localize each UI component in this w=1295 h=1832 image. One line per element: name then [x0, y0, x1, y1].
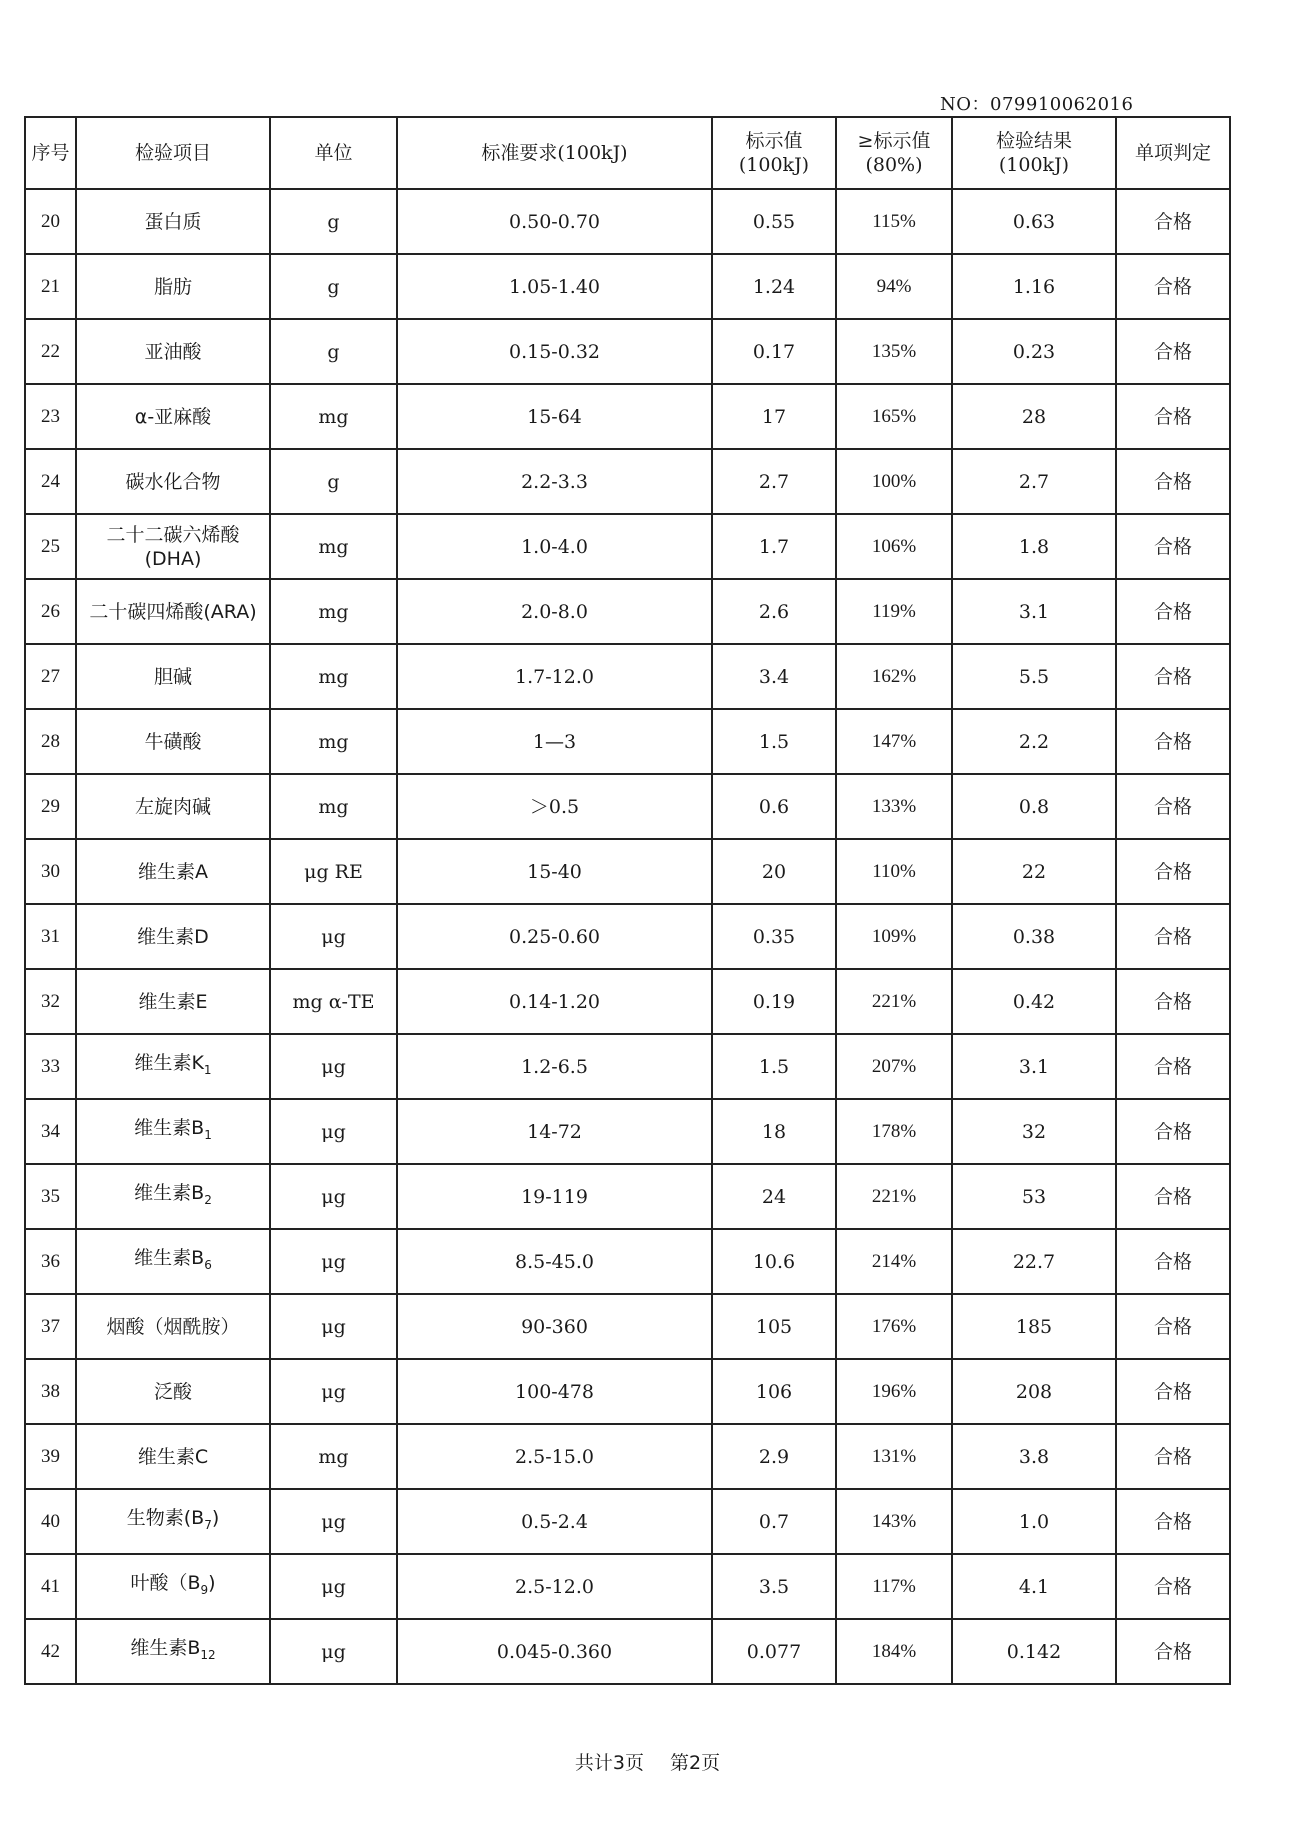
row-item-name: 维生素B	[134, 1117, 205, 1140]
row-item-subscript: 7	[204, 1517, 212, 1532]
row-result: 0.8	[952, 774, 1116, 839]
row-item	[76, 904, 270, 969]
row-item-name: 胆碱	[153, 665, 192, 688]
row-serial-no: 38	[25, 1359, 76, 1424]
header-verdict: 单项判定	[1116, 117, 1230, 189]
table-row	[25, 1424, 1230, 1489]
row-label-value: 2.7	[712, 449, 836, 514]
table-header-row	[25, 117, 1230, 189]
header-result-line1: 检验结果	[995, 130, 1072, 152]
table-row	[25, 1229, 1230, 1294]
row-item-name: 泛酸	[153, 1380, 192, 1403]
table-row	[25, 254, 1230, 319]
footer-total-pages: 共计3页	[574, 1752, 644, 1774]
row-unit: mg	[270, 1424, 397, 1489]
row-item	[76, 1619, 270, 1684]
row-result: 0.142	[952, 1619, 1116, 1684]
row-ge-label-pct: 109%	[836, 904, 952, 969]
row-standard: 1.7-12.0	[397, 644, 712, 709]
header-label-value-line2: (100kJ)	[738, 154, 810, 176]
row-result: 2.7	[952, 449, 1116, 514]
row-result: 0.23	[952, 319, 1116, 384]
row-result: 2.2	[952, 709, 1116, 774]
row-result: 0.63	[952, 189, 1116, 254]
row-standard: 15-40	[397, 839, 712, 904]
table-row	[25, 709, 1230, 774]
row-unit: μg	[270, 1034, 397, 1099]
row-verdict: 合格	[1116, 254, 1230, 319]
row-result: 185	[952, 1294, 1116, 1359]
row-standard: 0.50-0.70	[397, 189, 712, 254]
row-item-name: 维生素K	[134, 1052, 204, 1075]
row-serial-no: 35	[25, 1164, 76, 1229]
row-item-name: 左旋肉碱	[134, 795, 211, 818]
row-item-subscript: 1	[203, 1062, 212, 1077]
header-serial-no: 序号	[25, 117, 76, 189]
row-ge-label-pct: 110%	[836, 839, 952, 904]
row-verdict: 合格	[1116, 319, 1230, 384]
row-standard: 19-119	[397, 1164, 712, 1229]
row-label-value: 0.19	[712, 969, 836, 1034]
table-row	[25, 1034, 1230, 1099]
table-row	[25, 1619, 1230, 1684]
row-serial-no: 36	[25, 1229, 76, 1294]
row-item-name: 维生素E	[138, 990, 208, 1013]
row-unit: g	[270, 319, 397, 384]
table-row	[25, 644, 1230, 709]
row-item-subscript: 2	[204, 1192, 212, 1207]
row-item	[76, 1229, 270, 1294]
row-item-name: 脂肪	[153, 275, 192, 298]
row-unit: μg	[270, 1294, 397, 1359]
row-item	[76, 189, 270, 254]
row-ge-label-pct: 119%	[836, 579, 952, 644]
row-item-tail: )	[208, 1572, 216, 1595]
row-label-value: 17	[712, 384, 836, 449]
row-label-value: 1.5	[712, 1034, 836, 1099]
row-result: 1.16	[952, 254, 1116, 319]
row-ge-label-pct: 184%	[836, 1619, 952, 1684]
table-row	[25, 839, 1230, 904]
row-ge-label-pct: 165%	[836, 384, 952, 449]
table-row	[25, 1099, 1230, 1164]
row-item-name: 维生素A	[138, 860, 208, 883]
header-label-value-line1: 标示值	[745, 130, 803, 152]
row-unit: mg	[270, 579, 397, 644]
row-item	[76, 384, 270, 449]
row-result: 22.7	[952, 1229, 1116, 1294]
row-item	[76, 709, 270, 774]
row-unit: μg	[270, 1164, 397, 1229]
row-serial-no: 27	[25, 644, 76, 709]
row-item-subscript: 1	[204, 1127, 212, 1142]
row-standard: 0.045-0.360	[397, 1619, 712, 1684]
row-standard: 2.5-15.0	[397, 1424, 712, 1489]
header-ge-label-line1: ≥标示值	[857, 130, 931, 152]
row-result: 28	[952, 384, 1116, 449]
row-verdict: 合格	[1116, 1359, 1230, 1424]
table-row	[25, 774, 1230, 839]
row-standard: 0.15-0.32	[397, 319, 712, 384]
row-result: 4.1	[952, 1554, 1116, 1619]
row-serial-no: 33	[25, 1034, 76, 1099]
table-row	[25, 1489, 1230, 1554]
row-item	[76, 774, 270, 839]
row-item	[76, 254, 270, 319]
row-result: 0.42	[952, 969, 1116, 1034]
row-ge-label-pct: 100%	[836, 449, 952, 514]
row-result: 1.8	[952, 514, 1116, 579]
row-label-value: 0.17	[712, 319, 836, 384]
row-label-value: 3.5	[712, 1554, 836, 1619]
row-unit: mg	[270, 384, 397, 449]
row-item	[76, 1359, 270, 1424]
row-verdict: 合格	[1116, 1229, 1230, 1294]
row-ge-label-pct: 143%	[836, 1489, 952, 1554]
row-unit: mg	[270, 774, 397, 839]
row-ge-label-pct: 135%	[836, 319, 952, 384]
row-ge-label-pct: 131%	[836, 1424, 952, 1489]
table-row	[25, 189, 1230, 254]
row-label-value: 2.9	[712, 1424, 836, 1489]
row-standard: 100-478	[397, 1359, 712, 1424]
row-unit: μg	[270, 1489, 397, 1554]
row-serial-no: 22	[25, 319, 76, 384]
row-verdict: 合格	[1116, 579, 1230, 644]
table-row	[25, 514, 1230, 579]
row-verdict: 合格	[1116, 1099, 1230, 1164]
row-item	[76, 644, 270, 709]
row-standard: 2.5-12.0	[397, 1554, 712, 1619]
row-unit: mg α-TE	[270, 969, 397, 1034]
row-ge-label-pct: 162%	[836, 644, 952, 709]
row-verdict: 合格	[1116, 514, 1230, 579]
row-result: 3.1	[952, 1034, 1116, 1099]
row-result: 1.0	[952, 1489, 1116, 1554]
row-item-name: 维生素C	[137, 1445, 209, 1468]
row-item	[76, 514, 270, 579]
row-item-name: 维生素B	[134, 1182, 205, 1205]
row-item-name: α-亚麻酸	[134, 405, 212, 428]
row-unit: μg	[270, 1359, 397, 1424]
row-item	[76, 1294, 270, 1359]
row-item	[76, 1424, 270, 1489]
header-ge-label	[836, 117, 952, 189]
row-item	[76, 1554, 270, 1619]
row-verdict: 合格	[1116, 709, 1230, 774]
row-serial-no: 40	[25, 1489, 76, 1554]
row-standard: 1—3	[397, 709, 712, 774]
row-standard: 1.05-1.40	[397, 254, 712, 319]
row-verdict: 合格	[1116, 1034, 1230, 1099]
row-unit: μg	[270, 904, 397, 969]
row-label-value: 1.5	[712, 709, 836, 774]
row-unit: g	[270, 254, 397, 319]
row-label-value: 18	[712, 1099, 836, 1164]
header-ge-label-line2: (80%)	[865, 154, 923, 176]
row-serial-no: 42	[25, 1619, 76, 1684]
row-item	[76, 1164, 270, 1229]
row-label-value: 10.6	[712, 1229, 836, 1294]
row-item-name: 叶酸（B	[130, 1572, 201, 1595]
row-ge-label-pct: 115%	[836, 189, 952, 254]
row-label-value: 0.077	[712, 1619, 836, 1684]
row-serial-no: 29	[25, 774, 76, 839]
row-item-name: 生物素(B	[126, 1507, 205, 1530]
row-standard: 1.0-4.0	[397, 514, 712, 579]
row-serial-no: 31	[25, 904, 76, 969]
row-item-name: 维生素B	[134, 1247, 205, 1270]
row-serial-no: 23	[25, 384, 76, 449]
row-label-value: 106	[712, 1359, 836, 1424]
row-standard: 0.5-2.4	[397, 1489, 712, 1554]
row-item-name: 碳水化合物	[125, 470, 221, 493]
row-label-value: 1.7	[712, 514, 836, 579]
row-unit: μg	[270, 1099, 397, 1164]
row-result: 22	[952, 839, 1116, 904]
row-ge-label-pct: 94%	[836, 254, 952, 319]
row-result: 32	[952, 1099, 1116, 1164]
row-item	[76, 319, 270, 384]
header-label-value	[712, 117, 836, 189]
row-verdict: 合格	[1116, 384, 1230, 449]
footer-current-page: 第2页	[670, 1752, 721, 1774]
row-verdict: 合格	[1116, 189, 1230, 254]
row-standard: 2.0-8.0	[397, 579, 712, 644]
header-result	[952, 117, 1116, 189]
row-label-value: 24	[712, 1164, 836, 1229]
row-result: 3.8	[952, 1424, 1116, 1489]
row-verdict: 合格	[1116, 1164, 1230, 1229]
row-result: 208	[952, 1359, 1116, 1424]
row-unit: μg RE	[270, 839, 397, 904]
row-item-name: 二十碳四烯酸(ARA)	[89, 600, 257, 623]
row-standard: 1.2-6.5	[397, 1034, 712, 1099]
row-verdict: 合格	[1116, 839, 1230, 904]
row-unit: mg	[270, 709, 397, 774]
header-standard: 标准要求(100kJ)	[397, 117, 712, 189]
table-body	[25, 189, 1230, 1684]
row-verdict: 合格	[1116, 774, 1230, 839]
row-item	[76, 449, 270, 514]
row-label-value: 20	[712, 839, 836, 904]
row-unit: mg	[270, 644, 397, 709]
row-serial-no: 21	[25, 254, 76, 319]
row-item	[76, 1034, 270, 1099]
header-result-line2: (100kJ)	[998, 154, 1070, 176]
row-serial-no: 41	[25, 1554, 76, 1619]
table-row	[25, 1554, 1230, 1619]
row-serial-no: 24	[25, 449, 76, 514]
row-verdict: 合格	[1116, 644, 1230, 709]
row-serial-no: 37	[25, 1294, 76, 1359]
row-unit: mg	[270, 514, 397, 579]
row-item-name: 维生素D	[137, 925, 209, 948]
row-ge-label-pct: 176%	[836, 1294, 952, 1359]
row-label-value: 0.7	[712, 1489, 836, 1554]
table-row	[25, 904, 1230, 969]
row-verdict: 合格	[1116, 1294, 1230, 1359]
row-ge-label-pct: 117%	[836, 1554, 952, 1619]
table-row	[25, 1359, 1230, 1424]
row-item-name: 亚油酸	[144, 340, 202, 363]
row-unit: μg	[270, 1619, 397, 1684]
row-result: 53	[952, 1164, 1116, 1229]
header-item: 检验项目	[76, 117, 270, 189]
row-ge-label-pct: 106%	[836, 514, 952, 579]
row-standard: ＞0.5	[397, 774, 712, 839]
row-label-value: 2.6	[712, 579, 836, 644]
row-item-name-line2: (DHA)	[144, 547, 202, 570]
row-serial-no: 20	[25, 189, 76, 254]
row-standard: 14-72	[397, 1099, 712, 1164]
row-item	[76, 969, 270, 1034]
row-serial-no: 28	[25, 709, 76, 774]
row-item-subscript: 9	[200, 1582, 209, 1597]
row-item-name: 维生素B	[130, 1637, 201, 1660]
row-result: 3.1	[952, 579, 1116, 644]
row-verdict: 合格	[1116, 1619, 1230, 1684]
row-standard: 15-64	[397, 384, 712, 449]
row-ge-label-pct: 178%	[836, 1099, 952, 1164]
row-verdict: 合格	[1116, 1424, 1230, 1489]
row-standard: 2.2-3.3	[397, 449, 712, 514]
table-row	[25, 969, 1230, 1034]
row-result: 0.38	[952, 904, 1116, 969]
row-item	[76, 839, 270, 904]
row-ge-label-pct: 196%	[836, 1359, 952, 1424]
row-label-value: 3.4	[712, 644, 836, 709]
row-item	[76, 579, 270, 644]
row-item-subscript: 12	[200, 1647, 216, 1662]
table-row	[25, 1294, 1230, 1359]
row-ge-label-pct: 133%	[836, 774, 952, 839]
row-unit: g	[270, 449, 397, 514]
row-standard: 90-360	[397, 1294, 712, 1359]
page-footer	[0, 1748, 1295, 1775]
row-item-name: 蛋白质	[144, 210, 202, 233]
row-ge-label-pct: 207%	[836, 1034, 952, 1099]
row-label-value: 1.24	[712, 254, 836, 319]
row-serial-no: 32	[25, 969, 76, 1034]
table-row	[25, 579, 1230, 644]
row-label-value: 0.6	[712, 774, 836, 839]
row-item-name: 牛磺酸	[144, 730, 202, 753]
row-unit: μg	[270, 1554, 397, 1619]
row-ge-label-pct: 221%	[836, 1164, 952, 1229]
row-ge-label-pct: 147%	[836, 709, 952, 774]
row-item-subscript: 6	[204, 1257, 212, 1272]
table-row	[25, 1164, 1230, 1229]
row-verdict: 合格	[1116, 449, 1230, 514]
row-verdict: 合格	[1116, 904, 1230, 969]
row-verdict: 合格	[1116, 1554, 1230, 1619]
row-unit: μg	[270, 1229, 397, 1294]
row-label-value: 0.35	[712, 904, 836, 969]
row-item	[76, 1099, 270, 1164]
row-ge-label-pct: 221%	[836, 969, 952, 1034]
row-label-value: 0.55	[712, 189, 836, 254]
inspection-results-table	[24, 116, 1231, 1685]
table-row	[25, 384, 1230, 449]
table-row	[25, 319, 1230, 384]
row-item	[76, 1489, 270, 1554]
row-item-tail: )	[211, 1507, 220, 1530]
row-standard: 8.5-45.0	[397, 1229, 712, 1294]
row-serial-no: 39	[25, 1424, 76, 1489]
row-serial-no: 30	[25, 839, 76, 904]
row-ge-label-pct: 214%	[836, 1229, 952, 1294]
table-row	[25, 449, 1230, 514]
row-standard: 0.14-1.20	[397, 969, 712, 1034]
row-item-name: 二十二碳六烯酸	[106, 523, 240, 546]
row-standard: 0.25-0.60	[397, 904, 712, 969]
row-verdict: 合格	[1116, 969, 1230, 1034]
row-item-name: 烟酸（烟酰胺）	[106, 1315, 240, 1338]
row-result: 5.5	[952, 644, 1116, 709]
row-unit: g	[270, 189, 397, 254]
row-verdict: 合格	[1116, 1489, 1230, 1554]
report-number: NO：079910062016	[940, 94, 1134, 115]
row-serial-no: 25	[25, 514, 76, 579]
row-serial-no: 34	[25, 1099, 76, 1164]
row-serial-no: 26	[25, 579, 76, 644]
header-unit: 单位	[270, 117, 397, 189]
row-label-value: 105	[712, 1294, 836, 1359]
